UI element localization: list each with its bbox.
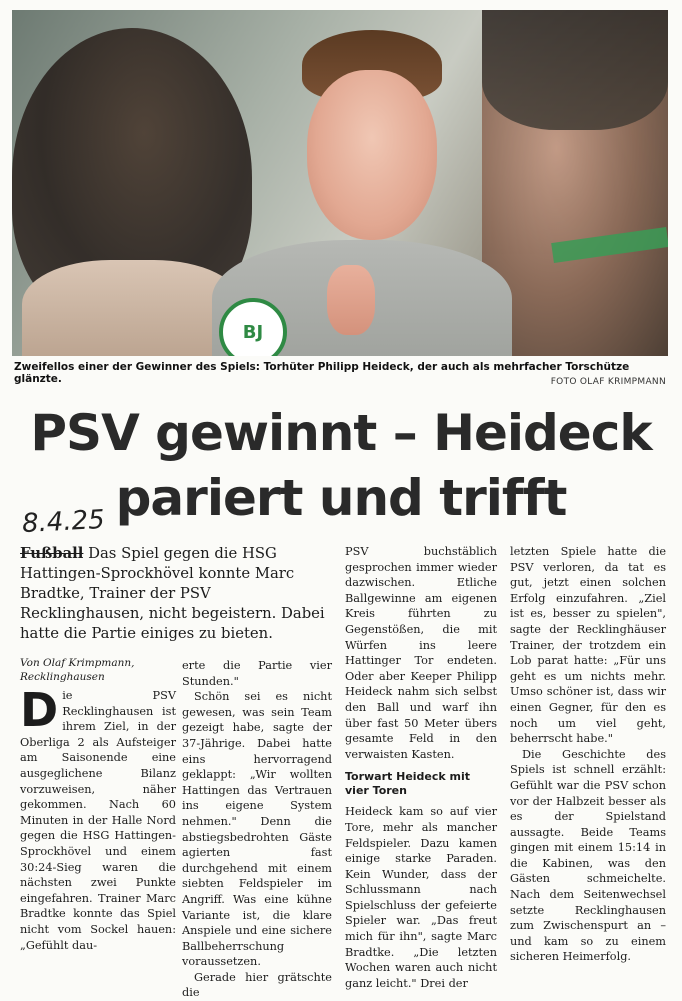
paragraph: Die Geschichte des Spiels ist schnell erzählt: Gefühlt war die PSV schon vor der Halbzeit besser als es der Spielstand aussagte. Beide Teams gingen mit einem 15:14 in die Kabinen, was den Gästen schmeichelte. Nach dem Seitenwechsel setzte Recklinghausen zum Zwischenspurt an – und kam so zu einem sicheren Heimerfolg. <box>510 747 666 964</box>
section-kicker: Fußball <box>20 545 84 562</box>
photo-credit: FOTO OLAF KRIMPMANN <box>550 377 666 387</box>
club-badge-icon: BJ <box>219 298 287 356</box>
drop-cap: D <box>20 683 59 737</box>
intro-text: Das Spiel gegen die HSG Hattingen-Sprockhövel konnte Marc Bradtke, Trainer der PSV Recklinghausen, nicht begeistern. Dabei hatte die Partie einiges zu bieten. <box>20 545 325 642</box>
column-4 <box>510 544 666 965</box>
paragraph: erte die Partie vier Stunden." <box>182 659 332 688</box>
paragraph: Heideck kam so auf vier Tore, mehr als mancher Feldspieler. Dazu kamen einige starke Paraden. Kein Wunder, dass der Schlussmann nach Spielschluss der gefeierte Spieler war. „Das freut mich für ihn", sagte Marc Bradtke. „Die letzten Wochen waren auch nicht ganz leicht." Drei der <box>345 805 497 990</box>
blurred-neck-left <box>22 260 242 356</box>
byline: Von Olaf Krimpmann, Recklinghausen <box>20 657 135 683</box>
column-1-text: ie PSV Recklinghausen ist ihrem Ziel, in der Oberliga 2 als Aufsteiger am Saisonende eine ausgeglichene Bilanz vorzuweisen, näher gekommen. Nach 60 Minuten in der Halle Nord gegen die HSG Hattingen-Sprockhövel und einem 30:24-Sieg waren die nächsten zwei Punkte eingefahren. Trainer Marc Bradtke konnte das Spiel nicht vom Sockel hauen: „Gefühlt dau- <box>20 689 176 952</box>
hand <box>327 265 375 335</box>
column-3 <box>345 544 497 991</box>
face <box>307 70 437 240</box>
paragraph: letzten Spiele hatte die PSV verloren, da tat es gut, jetzt einen solchen Erfolg einzufahren. „Ziel ist es, besser zu spielen", sagte der Recklinghäuser Trainer, der trotzdem ein Lob parat hatte: „Für uns geht es um nichts mehr. Umso schöner ist, dass wir einen Gegner, für den es noch um viel geht, beherrscht habe." <box>510 545 666 746</box>
headline-line-2: pariert und trifft <box>115 469 567 527</box>
article-photo <box>12 10 668 356</box>
paragraph: Gerade hier grätschte die <box>182 970 332 1000</box>
photo-caption: Zweifellos einer der Gewinner des Spiels: Torhüter Philipp Heideck, der auch als mehrfacher Torschütze glänzte. <box>14 361 630 385</box>
column-2 <box>182 658 332 1001</box>
column-1 <box>20 683 176 953</box>
paragraph: PSV buchstäblich gesprochen immer wieder dazwischen. Etliche Ballgewinne am eigenen Kreis führten zu Gegenstößen, die mit Würfen ins leere Hattinger Tor endeten. Oder aber Keeper Philipp Heideck nahm sich selbst den Ball und warf ihn über fast 50 Meter übers gesamte Feld in den verwaisten Kasten. <box>345 545 497 761</box>
handwritten-date: 8.4.25 <box>21 504 106 540</box>
paragraph: Schön sei es nicht gewesen, was sein Team gezeigt habe, sagte der 37-Jährige. Dabei hatte eins hervorragend geklappt: „Wir wollten Hattingen das Vertrauen ins eigene System nehmen." Denn die abstiegsbedrohten Gäste agierten fast durchgehend mit einem siebten Feldspieler im Angriff. Was eine kühne Variante ist, die klare Anspiele und eine sichere Ballbeherrschung voraussetzen. <box>182 690 332 969</box>
headline-line-1: PSV gewinnt – Heideck <box>30 404 652 462</box>
subheading: Torwart Heideck mit vier Toren <box>345 770 471 798</box>
article-intro <box>20 544 332 644</box>
